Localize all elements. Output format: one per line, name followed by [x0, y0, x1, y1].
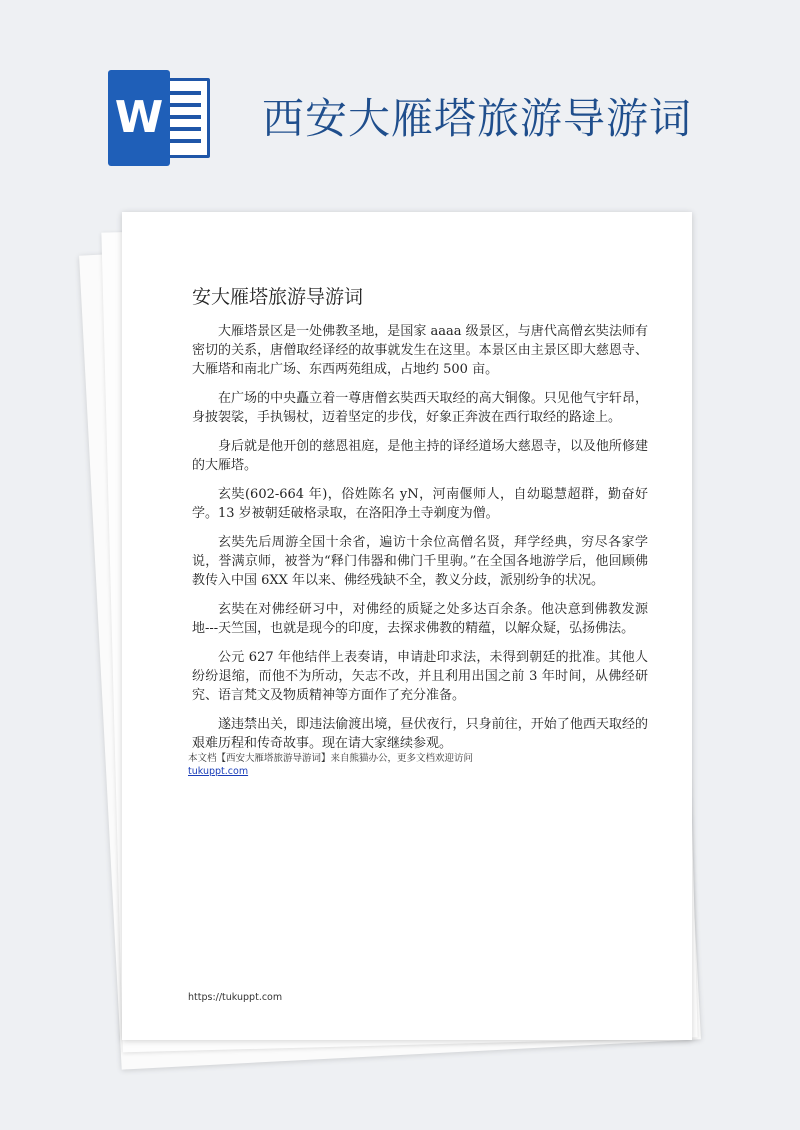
- paragraph: 玄奘(602-664 年)，俗姓陈名 yN，河南偃师人，自幼聪慧超群，勤奋好学。13 岁被朝廷破格录取，在洛阳净土寺剃度为僧。: [192, 487, 648, 521]
- document-title: 西安大雁塔旅游导游词: [262, 94, 693, 143]
- paragraph: 大雁塔景区是一处佛教圣地，是国家 aaaa 级景区，与唐代高僧玄奘法师有密切的关系，唐僧取经译经的故事就发生在这里。本景区由主景区即大慈恩寺、大雁塔和南北广场、东西两苑组成，占地约 500 亩。: [192, 324, 648, 377]
- footer-link[interactable]: tukuppt.com: [188, 766, 249, 777]
- word-w-badge: W: [108, 70, 170, 166]
- body-text: [192, 322, 648, 763]
- footer-note-text: 本文档【西安大雁塔旅游导游词】来自熊猫办公，更多文档欢迎访问: [188, 753, 474, 764]
- footer-note: [188, 752, 658, 778]
- page-heading: 安大雁塔旅游导游词: [192, 286, 364, 308]
- header: [0, 0, 800, 180]
- paragraph: 公元 627 年他结伴上表奏请，申请赴印求法，未得到朝廷的批准。其他人纷纷退缩，而他不为所动，矢志不改，并且利用出国之前 3 年时间，从佛经研究、语言梵文及物质精神等方面作了充分准备。: [192, 650, 648, 703]
- paragraph: 玄奘先后周游全国十余省，遍访十余位高僧名贤，拜学经典，穷尽各家学说，誉满京师，被誉为“释门伟器和佛门千里驹。”在全国各地游学后，他回顾佛教传入中国 6XX 年以来、佛经残缺不全，教义分歧，派别纷争的状况。: [192, 535, 648, 588]
- document-page: [122, 212, 692, 1040]
- paragraph: 遂违禁出关，即违法偷渡出境，昼伏夜行，只身前往，开始了他西天取经的艰难历程和传奇故事。现在请大家继续参观。: [192, 717, 648, 751]
- paragraph: 玄奘在对佛经研习中，对佛经的质疑之处多达百余条。他决意到佛教发源地---天竺国，也就是现今的印度，去探求佛教的精蕴，以解众疑，弘扬佛法。: [192, 602, 648, 636]
- page-url: https://tukuppt.com: [188, 992, 283, 1003]
- word-document-icon: [108, 70, 214, 166]
- paragraph: 在广场的中央矗立着一尊唐僧玄奘西天取经的高大铜像。只见他气宇轩昂，身披袈裟，手执锡杖，迈着坚定的步伐，好象正奔波在西行取经的路途上。: [192, 391, 648, 425]
- paragraph: 身后就是他开创的慈恩祖庭，是他主持的译经道场大慈恩寺，以及他所修建的大雁塔。: [192, 439, 648, 473]
